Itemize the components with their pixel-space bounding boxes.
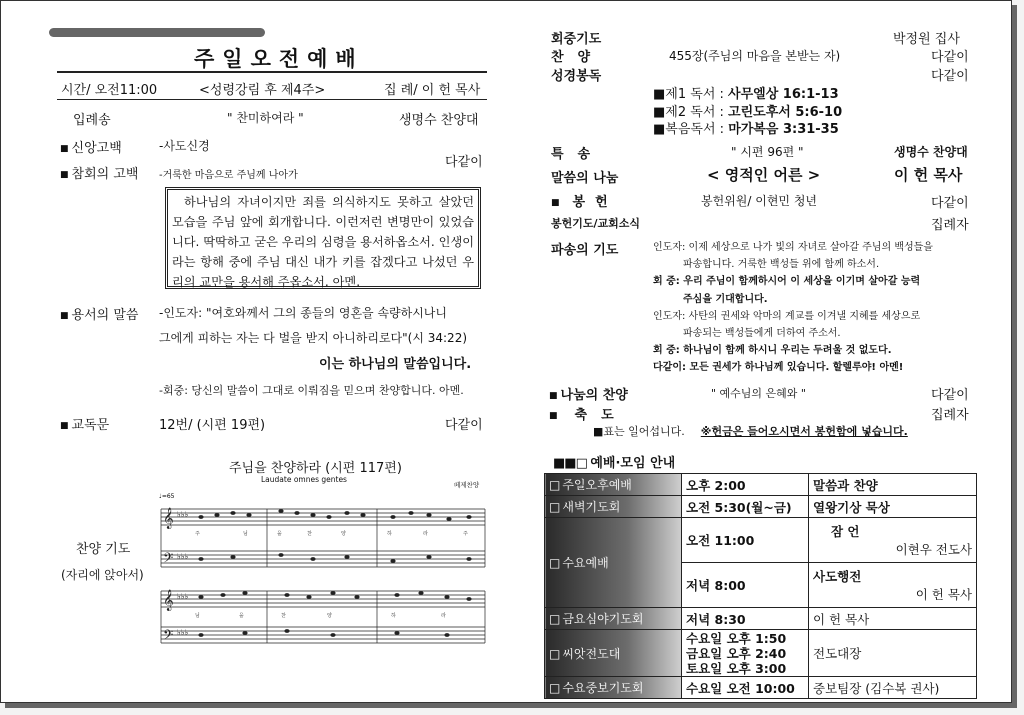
creed-text: -사도신경 xyxy=(159,139,210,153)
table-row xyxy=(545,677,977,699)
svg-text:님: 님 xyxy=(195,613,200,619)
sharing-hymn-together: 다같이 xyxy=(931,388,969,403)
confession-guide: -거룩한 마음으로 주님께 나아가 xyxy=(159,170,298,181)
svg-text:♭♭♭: ♭♭♭ xyxy=(177,510,189,519)
row-content: 말씀과 찬양 xyxy=(809,474,977,496)
hymn-latin: Laudate omnes gentes xyxy=(261,475,347,484)
row-content: 전도대장 xyxy=(809,630,977,677)
table-row xyxy=(545,496,977,518)
svg-text:라: 라 xyxy=(423,531,428,537)
absolution-response: 이는 하나님의 말씀입니다. xyxy=(319,357,472,372)
responsive-reading-all: 다같이 xyxy=(445,418,483,433)
hymn-number: 455장(주님의 마음을 본받는 자) xyxy=(669,49,841,63)
row-time: 금요일 오후 2:40 xyxy=(686,645,787,661)
svg-text:𝄢: 𝄢 xyxy=(163,550,174,569)
offertory-prayer-leader: 박정원 집사 xyxy=(893,32,960,47)
offering-by: 봉헌위원/ 이현민 청년 xyxy=(701,194,818,208)
divider xyxy=(57,71,487,73)
offertory-prayer-label: 회중기도 xyxy=(551,32,602,47)
benediction-label: ■ 축도 xyxy=(549,404,628,423)
sheet-music-score xyxy=(157,487,487,655)
service-time: 시간/ 오전11:00 xyxy=(61,83,158,98)
svg-text:𝄞: 𝄞 xyxy=(163,508,174,529)
reading-3: ■복음독서 : 마가복음 3:31-35 xyxy=(653,122,839,137)
confession-prayer: 하나님의 자녀이지만 죄를 의식하지도 못하고 살았던 모습을 주님 앞에 회개합니다. 이런저런 변명만이 있었습니다. 딱딱하고 굳은 우리의 심령을 용서하옵소서. 인생이라는 항해 중에 주님 대신 내가 키를 잡겠다고 나섰던 우리의 교만을 용서해 주옵소서. 아멘. xyxy=(172,195,474,289)
sharing-hymn-label: ■ 나눔의 찬양 xyxy=(549,384,628,403)
row-label: □ 주일오후예배 xyxy=(549,478,632,492)
sending-prayer-text: 인도자: 이제 세상으로 나가 빛의 자녀로 살아갈 주님의 백성들을 파송합니다. 거룩한 백성들 위에 함께 하소서. 회 중: 우리 주님이 함께하시어 이 세상을 이기며 살아갈 능력 주심을 기대합니다. 인도자: 사탄의 권세와 악마의 계교를 이겨낼 지혜를 세상으로 파송되는 백성들에게 더하여 주소서. 회 중: 하나님이 함께 하시니 우리는 두려울 것 없도다. 다같이: 모든 권세가 하나님께 있습니다. 할렐루야! 아멘! xyxy=(653,242,933,374)
row-content: 이 헌 목사 xyxy=(809,608,977,630)
svg-text:𝄢: 𝄢 xyxy=(163,627,174,646)
row-time: 오전 11:00 xyxy=(682,518,809,563)
svg-text:♭♭♭: ♭♭♭ xyxy=(177,552,189,561)
absolution-congregation: -회중: 당신의 말씀이 그대로 이뤄짐을 믿으며 찬양합니다. 아멘. xyxy=(159,384,464,397)
absolution-line-2: 그에게 피하는 자는 다 벌을 받지 아니하리로다"(시 34:22) xyxy=(159,331,468,345)
svg-text:♭♭♭: ♭♭♭ xyxy=(177,592,189,601)
svg-text:을: 을 xyxy=(239,613,244,619)
row-time: 오후 2:00 xyxy=(682,474,809,496)
confession-all: 다같이 xyxy=(445,155,483,170)
creed-label: ■ 신앙고백 xyxy=(60,137,122,156)
hymn-together: 다같이 xyxy=(931,50,969,65)
row-leader: 이현우 전도사 xyxy=(895,542,972,557)
officiant: 집 례/ 이 헌 목사 xyxy=(384,83,481,98)
row-label: □ 새벽기도회 xyxy=(549,500,620,514)
svg-text:♩=65: ♩=65 xyxy=(159,493,175,500)
row-label: □ 금요심야기도회 xyxy=(549,612,644,626)
offering-together: 다같이 xyxy=(931,196,969,211)
responsive-reading-label: ■ 교독문 xyxy=(60,414,109,433)
sermon-preacher: 이 헌 목사 xyxy=(894,166,963,184)
service-title: 주일오전예배 xyxy=(194,47,364,71)
row-content: 사도행전 xyxy=(813,569,862,584)
prelude-title: " 찬미하여라 " xyxy=(227,111,304,125)
liturgical-season: <성령강림 후 제4주> xyxy=(199,83,326,98)
absolution-label: ■ 용서의 말씀 xyxy=(60,304,138,323)
svg-text:♭♭♭: ♭♭♭ xyxy=(177,628,189,637)
table-row xyxy=(545,630,977,677)
offering-label: ■ 봉헌 xyxy=(551,191,618,210)
benediction-by: 집례자 xyxy=(931,408,969,423)
svg-text:찬: 찬 xyxy=(307,531,312,537)
hymn-label: 찬양 xyxy=(551,50,605,65)
hymn-title: 주님을 찬양하라 (시편 117편) xyxy=(229,461,402,476)
prelude-performer: 생명수 찬양대 xyxy=(399,113,479,128)
row-time: 토요일 오후 3:00 xyxy=(686,660,787,676)
svg-text:양: 양 xyxy=(327,613,332,619)
scripture-together: 다같이 xyxy=(931,69,969,84)
sermon-label: 말씀의 나눔 xyxy=(551,171,619,186)
hymn-attribution: 떼제찬양 xyxy=(454,481,480,489)
sung-prayer-label: 찬양 기도 xyxy=(76,542,131,557)
confession-box xyxy=(165,187,481,289)
svg-text:을: 을 xyxy=(277,531,282,537)
row-time: 오전 5:30(월~금) xyxy=(682,496,809,518)
row-content: 잠 언 xyxy=(831,524,860,539)
table-row xyxy=(545,608,977,630)
scripture-label: 성경봉독 xyxy=(551,69,602,84)
table-row xyxy=(545,474,977,496)
svg-text:하: 하 xyxy=(391,613,396,619)
table-row xyxy=(545,518,977,563)
svg-text:찬: 찬 xyxy=(281,613,286,619)
offering-prayer-by: 집례자 xyxy=(931,218,969,233)
row-content: 중보팀장 (김수복 권사) xyxy=(809,677,977,699)
divider xyxy=(57,99,487,100)
reading-1: ■제1 독서 : 사무엘상 16:1-13 xyxy=(653,87,839,102)
row-time: 저녁 8:30 xyxy=(682,608,809,630)
responsive-reading-ref: 12번/ (시편 19편) xyxy=(159,418,266,433)
sending-prayer-label: 파송의 기도 xyxy=(551,243,619,258)
svg-text:님: 님 xyxy=(243,531,248,537)
row-label: □ 수요예배 xyxy=(549,556,609,570)
row-label: □ 씨앗전도대 xyxy=(549,647,620,661)
row-label: □ 수요중보기도회 xyxy=(549,681,644,695)
benediction-note: ■표는 일어섭니다. ※헌금은 들어오시면서 봉헌함에 넣습니다. xyxy=(593,425,908,438)
svg-text:𝄞: 𝄞 xyxy=(163,590,174,611)
schedule-heading: ■■□ 예배·모임 안내 xyxy=(553,452,675,471)
special-song-title: " 시편 96편 " xyxy=(731,145,804,159)
prelude-label: 입례송 xyxy=(73,113,111,128)
sung-prayer-note: (자리에 앉아서) xyxy=(61,568,144,582)
sermon-title: < 영적인 어른 > xyxy=(707,166,821,184)
row-leader: 이 헌 목사 xyxy=(915,587,972,602)
svg-text:라: 라 xyxy=(441,613,446,619)
sharing-hymn-title: " 예수님의 은혜와 " xyxy=(711,387,806,400)
special-song-performer: 생명수 찬양대 xyxy=(894,145,968,159)
row-content: 열왕기상 묵상 xyxy=(809,496,977,518)
absolution-line-1: -인도자: "여호와께서 그의 종들의 영혼을 속량하시나니 xyxy=(159,306,447,320)
reading-2: ■제2 독서 : 고린도후서 5:6-10 xyxy=(653,105,843,120)
confession-label: ■ 참회의 고백 xyxy=(60,163,138,182)
svg-text:주: 주 xyxy=(463,531,468,537)
special-song-label: 특송 xyxy=(551,147,605,162)
decorative-bar xyxy=(49,28,265,37)
svg-text:하: 하 xyxy=(387,531,392,537)
row-time: 수요일 오전 10:00 xyxy=(682,677,809,699)
svg-text:양: 양 xyxy=(341,531,346,537)
offering-prayer-label: 봉헌기도/교회소식 xyxy=(551,217,641,230)
schedule-table xyxy=(544,473,977,699)
row-time: 저녁 8:00 xyxy=(682,563,809,608)
row-time: 수요일 오후 1:50 xyxy=(686,630,787,646)
svg-text:주: 주 xyxy=(195,531,200,537)
